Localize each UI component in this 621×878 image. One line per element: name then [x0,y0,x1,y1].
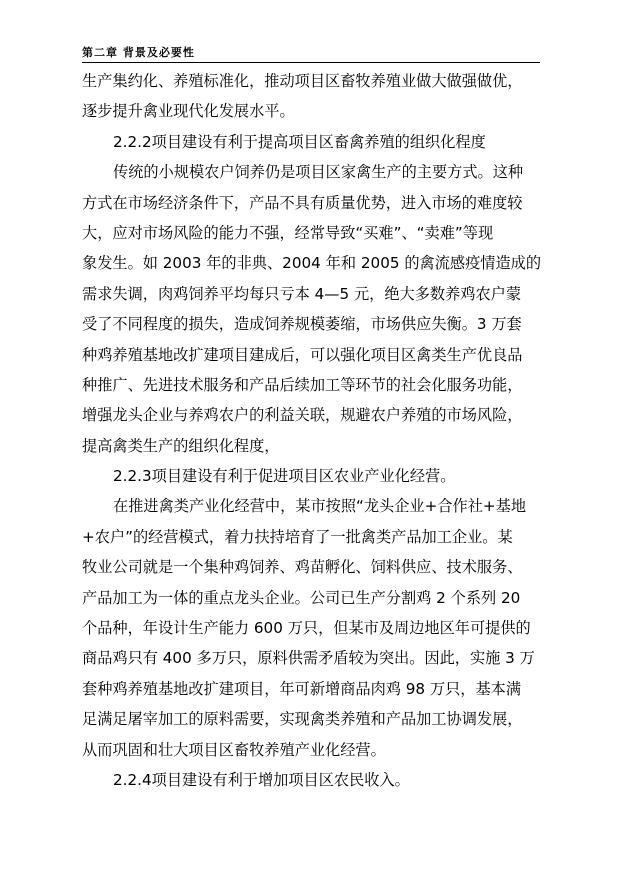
text-line: 足满足屠宰加工的原料需要，实现禽类养殖和产品加工协调发展， [82,710,523,729]
text-line: 需求失调，肉鸡饲养平均每只亏本 4—5 元，绝大多数养鸡农户蒙 [82,284,522,303]
text-line: +农户”的经营模式，着力扶持培育了一批禽类产品加工企业。某 [82,527,513,546]
text-line: 传统的小规模农户饲养仍是项目区家禽生产的主要方式。这种 [113,163,524,182]
text-line: 方式在市场经济条件下，产品不具有质量优势，进入市场的难度较 [82,193,523,212]
text-line: 牧业公司就是一个集种鸡饲养、鸡苗孵化、饲料供应、技术服务、 [82,558,523,577]
text-line: 受了不同程度的损失，造成饲养规模萎缩，市场供应失衡。3 万套 [82,315,522,334]
text-line: 种鸡养殖基地改扩建项目建成后，可以强化项目区禽类生产优良品 [82,345,523,364]
text-line: 逐步提升禽业现代化发展水平。 [82,102,295,121]
text-line: 增强龙头企业与养鸡农户的利益关联，规避农户养殖的市场风险， [82,406,523,425]
text-line: 提高禽类生产的组织化程度， [82,436,280,455]
text-line: 个品种，年设计生产能力 600 万只，但某市及周边地区年可提供的 [82,619,531,638]
document-body [82,66,542,795]
section-heading-2-2-3: 2.2.3项目建设有利于促进项目区农业产业化经营。 [113,467,456,486]
text-line: 套种鸡养殖基地改扩建项目，年可新增商品肉鸡 98 万只，基本满 [82,679,522,698]
text-line: 商品鸡只有 400 多万只，原料供需矛盾较为突出。因此，实施 3 万 [82,649,535,668]
text-line: 生产集约化、养殖标准化，推动项目区畜牧养殖业做大做强做优， [82,72,523,90]
chapter-title: 第二章 背景及必要性 [82,46,195,59]
text-line: 从而巩固和壮大项目区畜牧养殖产业化经营。 [82,740,386,759]
page-header [82,42,540,63]
section-heading-2-2-4: 2.2.4项目建设有利于增加项目区农民收入。 [113,770,410,789]
text-line: 在推进禽类产业化经营中，某市按照“龙头企业+合作社+基地 [113,497,527,516]
text-line: 产品加工为一体的重点龙头企业。公司已生产分割鸡 2 个系列 20 [82,588,521,607]
text-line: 种推广、先进技术服务和产品后续加工等环节的社会化服务功能， [82,375,523,394]
section-heading-2-2-2: 2.2.2项目建设有利于提高项目区畜禽养殖的组织化程度 [113,132,486,151]
text-line: 象发生。如 2003 年的非典、2004 年和 2005 的禽流感疫情造成的 [82,254,542,273]
text-line: 大，应对市场风险的能力不强，经常导致“买难”、“卖难”等现 [82,223,494,242]
